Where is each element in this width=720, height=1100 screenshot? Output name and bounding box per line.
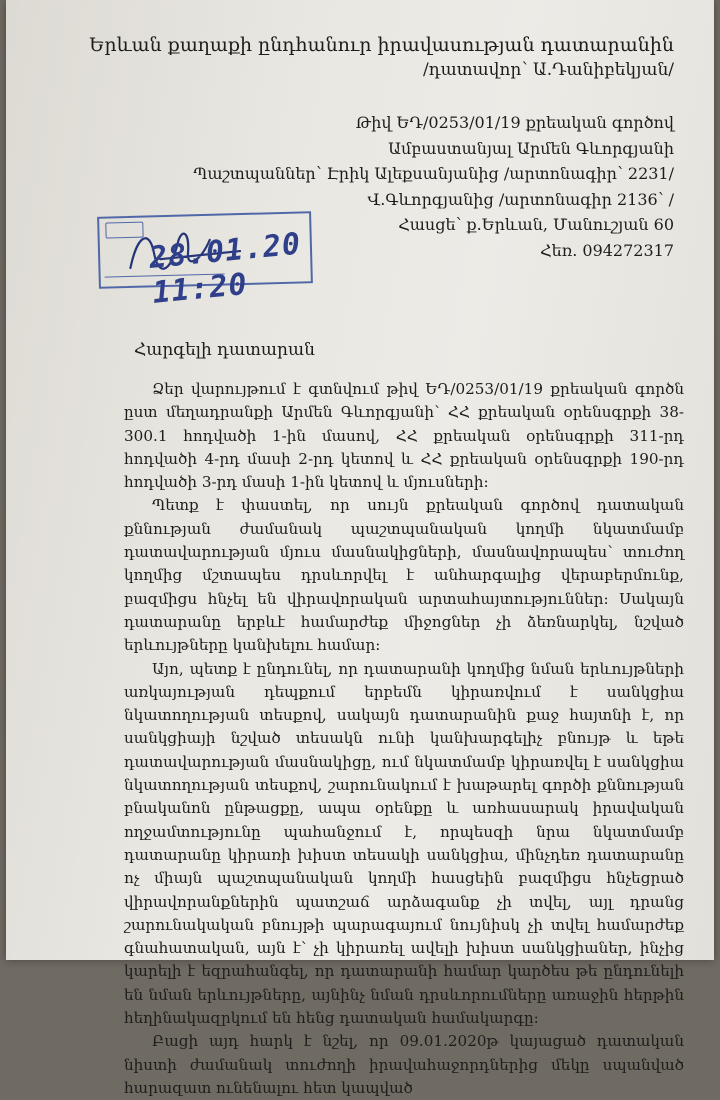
paragraph: Այո, պետք է ընդունել, որ դատարանի կողմից նման երևույթների առկայության դեպքում երբեմն կիրառվում է սանկցիա նկատողության տեսքով, սակայն դատարանին քաջ հայտնի է, որ սանկցիայի նշված տեսակն ունի կանխարգելիչ բնույթ և եթե դատավարության մասնակիցը, ում նկատմամբ կիրառվել է սանկցիա նկատողության տեսքով, շարունակում է խաթարել գործի քննության բնականոն ընթացքը, ապա օրենքը և առհասարակ իրավական ողջամտությունը պահանջում է, որպեսզի նրա նկատմամբ դատարանը կիրառի խիստ տեսակի սանկցիա, մինչդեռ դատարանը ոչ միայն պաշտպանական կողմի հասցեին բազմիցս հնչեցրած վիրավորանքներին պատշաճ արձագանք չի տվել, այլ դրանց շարունակական բնույթի պարագայում նույնիսկ չի տվել համարժեք գնահատական, այն է՝ չի կիրառել ավելի խիստ սանկցիաներ, ինչից կարելի է եզրահանգել, որ դատարանի համար կարծես թե ընդունելի են նման երևույթները, այնինչ նման դրսևորումները առաջին հերթին հեղինակազրկում են հենց դատական համակարգը: [124,659,684,1028]
defenders: Պաշտպաններ՝ Էրիկ Ալեքսանյանից /արտոնագիր՝ 2231/ [193,164,674,183]
address: Հասցե՝ ք.Երևան, Մանուշյան 60 [398,215,674,234]
court-addressee: Երևան քաղաքի ընդհանուր իրավասության դատարանին [89,34,674,56]
court-receipt-stamp [97,211,313,311]
phone: Հեռ. 094272317 [540,241,674,260]
stamp-date: 28.01.20 11:20 [147,226,303,311]
letter-body [124,378,684,1100]
paragraph: Պետք է փաստել, որ սույն քրեական գործով դատական քննության ժամանակ պաշտպանական կողմի նկատմամբ դատավարության մյուս մասնակիցների, մասնավորապես՝ տուժող կողմից մշտապես դրսևորվել է անհարգալից վերաբերմունք, բազմիցս հնչել են վիրավորական արտահայտություններ: Սակայն դատարանը երբևէ համարժեք միջոցներ չի ձեռնարկել, նշված երևույթները կանխելու համար: [124,496,684,655]
accused-name: Ամբաստանյալ Արմեն Գևորգյանի [388,139,674,158]
defender-second: Վ.Գևորգյանից /արտոնագիր 2136՝ / [367,190,674,209]
judge-name: /դատավոր՝ Ա.Դանիբեկյան/ [423,60,674,80]
paragraph: Ձեր վարույթում է գտնվում թիվ ԵԴ/0253/01/19 քրեական գործն ըստ մեղադրանքի Արմեն Գևորգյանի՝ ՀՀ քրեական օրենսգրքի 38-300.1 հոդվածի 1-ին մասով, ՀՀ քրեական օրենսգրքի 311-րդ հոդվածի 4-րդ մասի 2-րդ կետով և ՀՀ քրեական օրենսգրքի 190-րդ հոդվածի 3-րդ մասի 1-ին կետով և մյուսների: [124,380,684,492]
paragraph: Բացի այդ հարկ է նշել, որ 09.01.2020թ կայացած դատական նիստի ժամանակ տուժողի իրավահաջորդներից մեկը սպանված հարազատ ունենալու հետ կապված [124,1032,684,1097]
case-number: Թիվ ԵԴ/0253/01/19 քրեական գործով [355,113,674,132]
document-page [6,0,714,1097]
salutation: Հարգելի դատարան [134,340,315,360]
